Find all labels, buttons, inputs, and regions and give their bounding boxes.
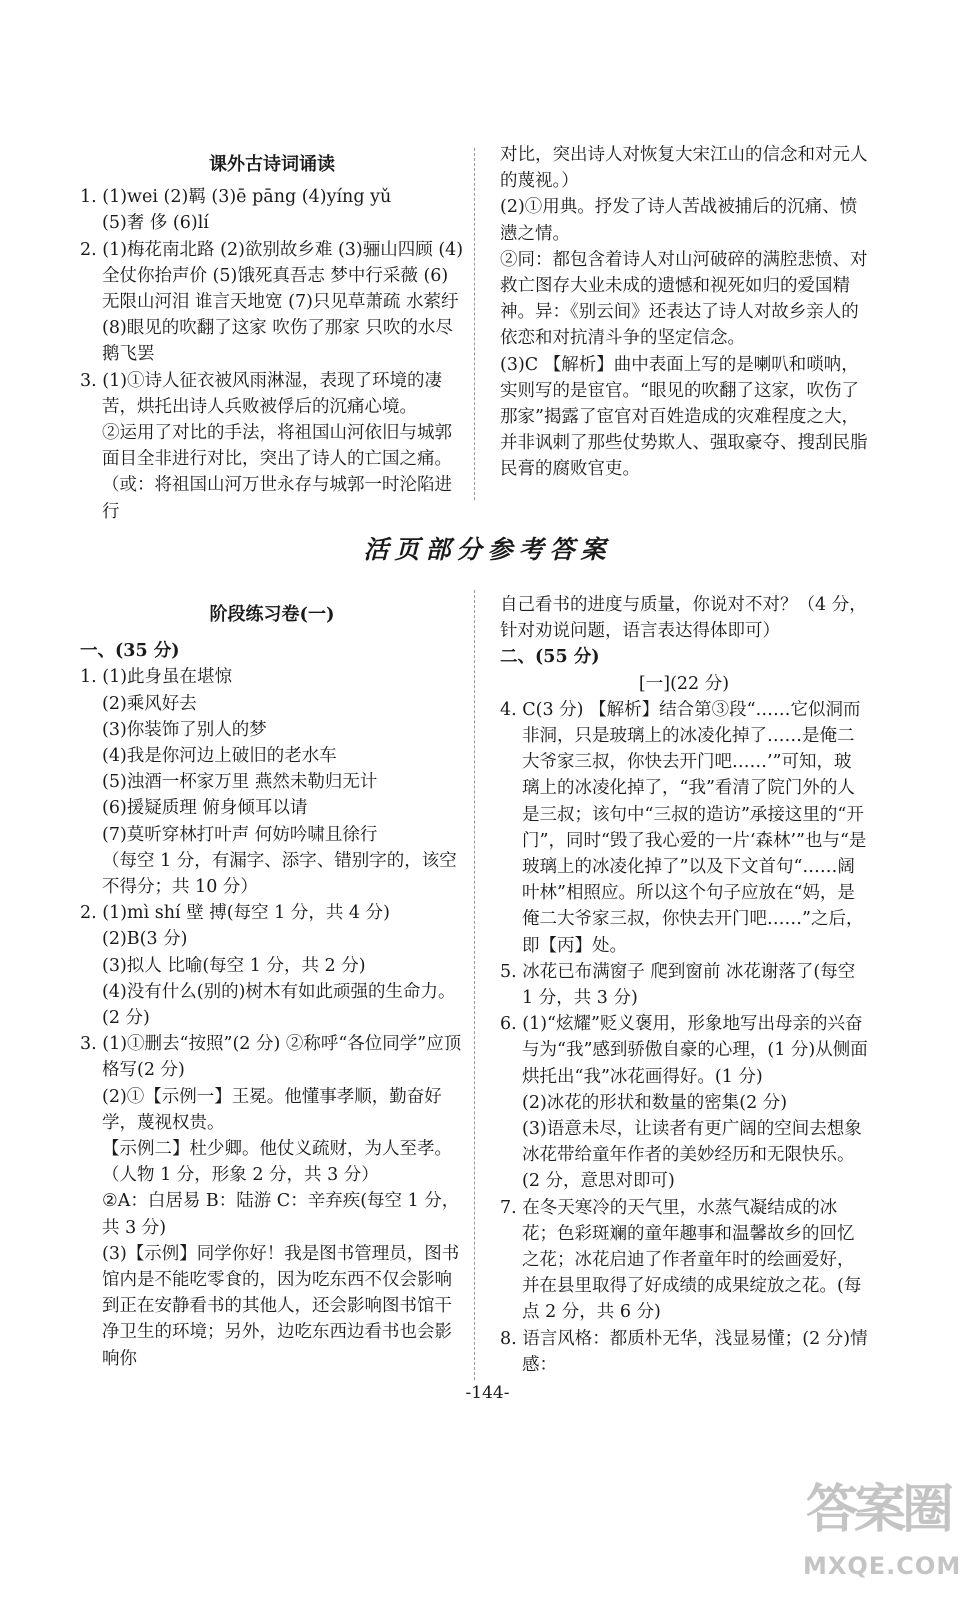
answer-line: (2)①用典。抒发了诗人苦战被捕后的沉痛、愤懑之情。	[500, 197, 858, 244]
answer-line: 1. (1)wei (2)羁 (3)ē pāng (4)yíng yǔ	[80, 187, 392, 208]
answer-line: (5)奢 侈 (6)lí	[102, 213, 209, 234]
watermark	[803, 1468, 962, 1593]
watermark-url: MXQE.COM	[803, 1552, 962, 1580]
answer-line: 3. (1)①删去“按照”(2 分) ②称呼“各位同学”应顶格写(2 分)	[80, 1034, 462, 1081]
top-right-column	[500, 142, 868, 483]
answer-line: (4)没有什么(别的)树木有如此顽强的生命力。(2 分)	[102, 981, 456, 1029]
answer-line: (3)语意未尽，让读者有更广阔的空间去想象冰花带给童年作者的美妙经历和无限快乐。(2 分，意思对即可)	[522, 1119, 862, 1192]
answer-line: (3)【示例】同学你好！我是图书管理员，图书馆内是不能吃零食的，因为吃东西不仅会影响到正在安静看书的其他人，还会影响图书馆干净卫生的环境；另外，边吃东西边看书也会影响你	[102, 1243, 460, 1369]
answer-line: (2)①【示例一】王冕。他懂事孝顺，勤奋好学，蔑视权贵。	[102, 1086, 442, 1133]
answer-line: 1. (1)此身虽在堪惊	[80, 667, 233, 688]
answer-line: ②运用了对比的手法，将祖国山河依旧与城郭面目全非进行对比，突出了诗人的亡国之痛。（或：将祖国山河万世永存与城郭一时沦陷进行	[102, 423, 452, 522]
page-number: -144-	[465, 1383, 510, 1403]
answer-line: 一、(35 分)	[80, 641, 180, 662]
column-divider-top	[474, 148, 475, 500]
answer-line: (3)拟人 比喻(每空 1 分，共 2 分)	[102, 955, 366, 976]
answer-line: 8. 语言风格：都质朴无华，浅显易懂；(2 分)情感：	[500, 1328, 868, 1375]
answer-line: (4)我是你河边上破旧的老水车	[102, 746, 337, 767]
column-divider-bottom	[474, 590, 475, 1380]
answer-line: (2)乘风好去	[102, 693, 197, 714]
answer-line: 3. (1)①诗人征衣被风雨淋湿，表现了环境的凄苦，烘托出诗人兵败被俘后的沉痛心境。	[80, 370, 443, 417]
answer-line: 6. (1)“炫耀”贬义褒用，形象地写出母亲的兴奋与为“我”感到骄傲自豪的心理，(1 分)从侧面烘托出“我”冰花画得好。(1 分)	[500, 1014, 868, 1087]
answer-line: （每空 1 分，有漏字、添字、错别字的，该空不得分；共 10 分）	[102, 850, 457, 898]
section-title-stage-exercise: 阶段练习卷(一)	[209, 604, 335, 625]
answer-line: 自己看书的进度与质量，你说对不对？（4 分，针对劝说问题，语言表达得体即可）	[500, 595, 867, 642]
answer-line: (2)冰花的形状和数量的密集(2 分)	[522, 1092, 788, 1113]
answer-line: 4. C(3 分) 【解析】结合第③段“……它似洞而非洞，只是玻璃上的冰凌化掉了……是俺二大爷家三叔，你快去开门吧……’”可知，玻璃上的冰凌化掉了，“我”看清了院门外的人是三叔；该句中“三叔的造访”承接这里的“开门”，同时“毁了我心爱的一片‘森林’”也与“是玻璃上的冰凌化掉了”以及下文首句“……阔叶林”相照应。所以这个句子应放在“妈，是俺二大爷家三叔，你快去开门吧……”之后，即【丙】处。	[500, 699, 867, 956]
answer-line: 2. (1)mì shí 壁 搏(每空 1 分，共 4 分)	[80, 903, 390, 924]
answer-line: ②A：白居易 B：陆游 C：辛弃疾(每空 1 分，共 3 分)	[102, 1191, 460, 1238]
answer-line: 2. (1)梅花南北路 (2)欲别故乡难 (3)骊山四顾 (4)全仗你抬声价 (5)饿死真吾志 梦中行采薇 (6)无限山河泪 谁言天地宽 (7)只见草萧疏 水萦纡 (8)眼见的吹翻了这家 吹伤了那家 只吹的水尽鹅飞罢	[80, 239, 464, 365]
bottom-right-column	[500, 592, 868, 1378]
answer-line: 对比，突出诗人对恢复大宋江山的信念和对元人的蔑视。）	[500, 145, 868, 192]
answer-line: (7)莫听穿林打叶声 何妨吟啸且徐行	[102, 824, 378, 845]
answer-line: (2)B(3 分)	[102, 929, 188, 950]
banner-title: 活页部分参考答案	[363, 535, 612, 564]
answer-line: (6)援疑质理 俯身倾耳以请	[102, 798, 308, 819]
answer-line: 5. 冰花已布满窗子 爬到窗前 冰花谢落了(每空 1 分，共 3 分)	[500, 961, 856, 1009]
bottom-left-column	[80, 602, 464, 1372]
answer-line: 二、(55 分)	[500, 647, 600, 668]
section-title-classical-poetry: 课外古诗词诵读	[209, 154, 335, 175]
watermark-logo: 答案圈	[805, 1480, 950, 1540]
answer-line: (5)浊酒一杯家万里 燕然未勒归无计	[102, 772, 378, 793]
answer-line: 【示例二】杜少卿。他仗义疏财，为人至孝。（人物 1 分，形象 2 分，共 3 分）	[102, 1139, 452, 1186]
answer-line: 7. 在冬天寒冷的天气里，水蒸气凝结成的冰花；色彩斑斓的童年趣事和温馨故乡的回忆之花；冰花启迪了作者童年时的绘画爱好，并在县里取得了好成绩的成果绽放之花。(每点 2 分，共 6 分)	[500, 1197, 862, 1323]
top-left-column	[80, 152, 464, 525]
answer-line: [一](22 分)	[638, 673, 730, 694]
answer-line: ②同：都包含着诗人对山河破碎的满腔悲愤、对救亡图存大业未成的遗憾和视死如归的爱国精神。异：《别云间》还表达了诗人对故乡亲人的依恋和对抗清斗争的坚定信念。	[500, 249, 868, 349]
answer-line: (3)C 【解析】曲中表面上写的是喇叭和唢呐，实则写的是宦官。“眼见的吹翻了这家，吹伤了那家”揭露了宦官对百姓造成的灾难程度之大，并非讽刺了那些仗势欺人、强取豪夺、搜刮民脂民膏的腐败官吏。	[500, 354, 868, 480]
answer-line: (3)你装饰了别人的梦	[102, 719, 267, 740]
